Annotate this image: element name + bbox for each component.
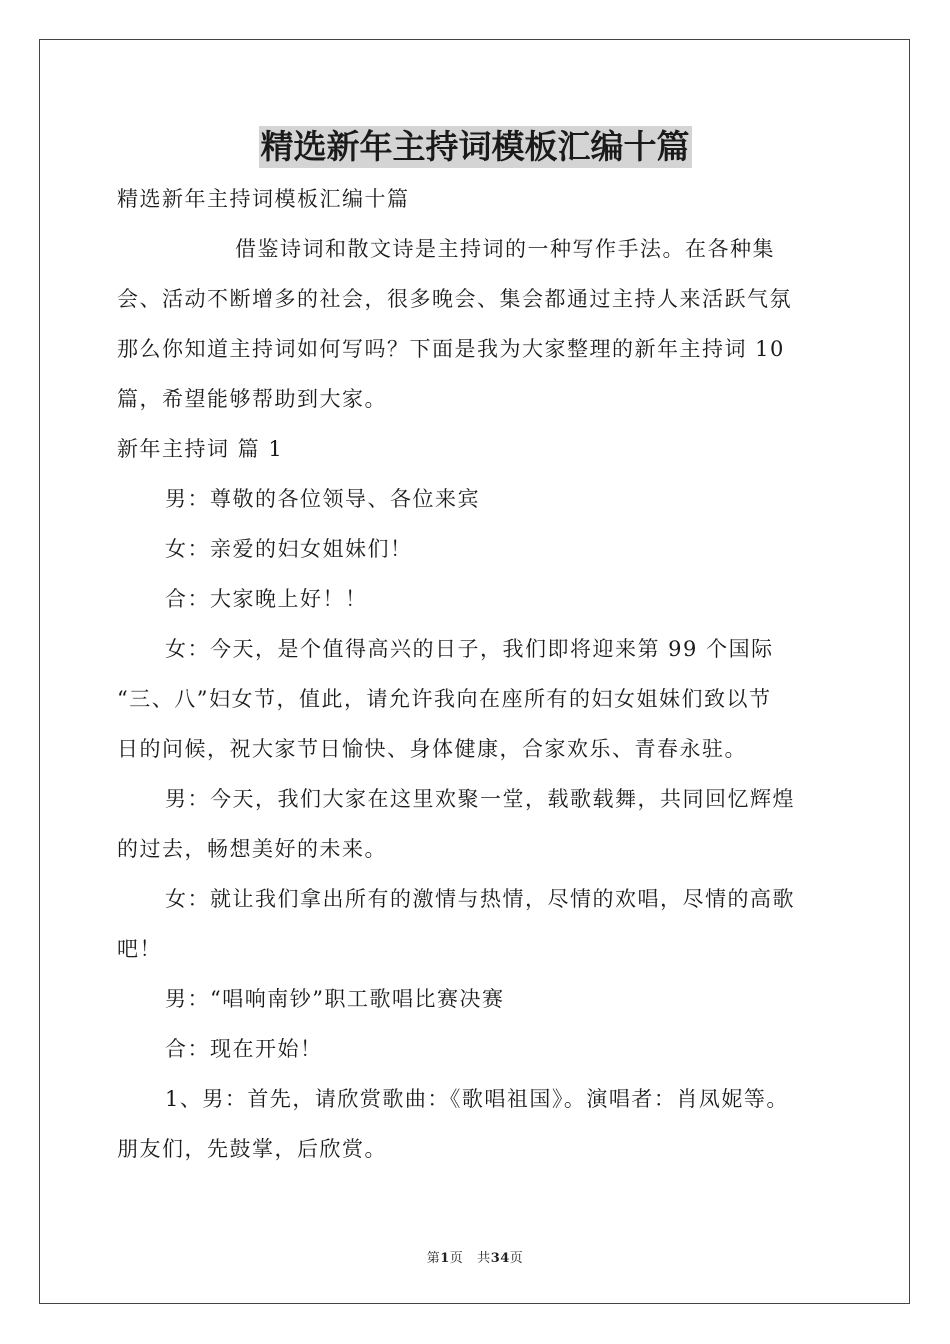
- body-line: 会、活动不断增多的社会，很多晚会、集会都通过主持人来活跃气氛: [117, 287, 792, 311]
- body-line: “三、八”妇女节，值此，请允许我向在座所有的妇女姐妹们致以节: [117, 687, 772, 711]
- body-line: 借鉴诗词和散文诗是主持词的一种写作手法。在各种集: [235, 237, 775, 261]
- page-suffix: 页: [449, 1251, 464, 1266]
- body-line: 女：就让我们拿出所有的激情与热情，尽情的欢唱，尽情的高歌: [165, 887, 795, 911]
- body-line: 日的问候，祝大家节日愉快、身体健康，合家欢乐、青春永驻。: [117, 737, 747, 761]
- body-line: 合：现在开始！: [165, 1037, 323, 1061]
- total-suffix: 页: [509, 1251, 524, 1266]
- body-line: 1、男：首先，请欣赏歌曲：《歌唱祖国》。演唱者：肖凤妮等。: [165, 1087, 789, 1111]
- total-pages: 34: [490, 1251, 510, 1266]
- page-number: 1: [440, 1251, 450, 1266]
- body-line: 朋友们，先鼓掌，后欣赏。: [117, 1137, 387, 1161]
- body-line: 男：尊敬的各位领导、各位来宾: [165, 487, 480, 511]
- body-line: 精选新年主持词模板汇编十篇: [117, 187, 410, 211]
- document-body: [117, 181, 837, 1181]
- body-line: 篇，希望能够帮助到大家。: [117, 387, 387, 411]
- body-line: 男：“唱响南钞”职工歌唱比赛决赛: [165, 987, 505, 1011]
- body-line: 男：今天，我们大家在这里欢聚一堂，载歌载舞，共同回忆辉煌: [165, 787, 795, 811]
- page-prefix: 第: [426, 1251, 441, 1266]
- body-line: 合：大家晚上好！！: [165, 587, 368, 611]
- body-line: 女：亲爱的妇女姐妹们！: [165, 537, 413, 561]
- total-prefix: 共: [477, 1251, 491, 1266]
- title-container: [0, 126, 950, 168]
- page-footer: [0, 1247, 950, 1266]
- body-line: 女：今天，是个值得高兴的日子，我们即将迎来第 99 个国际: [165, 637, 774, 661]
- document-title: 精选新年主持词模板汇编十篇: [260, 127, 690, 166]
- body-line: 的过去，畅想美好的未来。: [117, 837, 387, 861]
- section-heading: 新年主持词 篇 1: [117, 437, 284, 461]
- body-line: 那么你知道主持词如何写吗？下面是我为大家整理的新年主持词 10: [117, 337, 785, 361]
- body-line: 吧！: [117, 937, 162, 961]
